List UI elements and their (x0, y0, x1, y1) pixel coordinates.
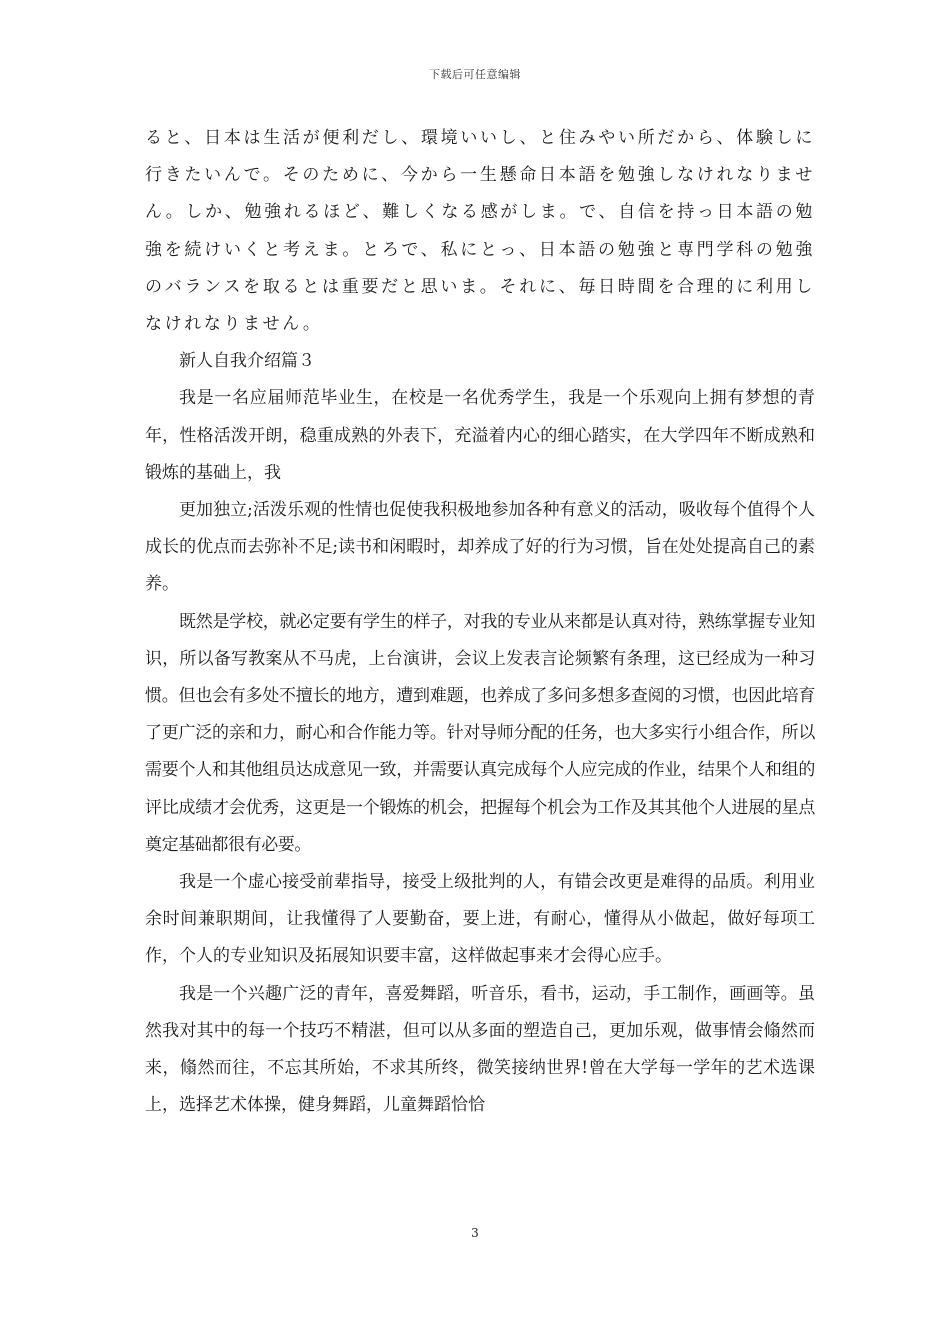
section-heading: 新人自我介绍篇３ (179, 351, 315, 372)
paragraph-personality: 更加独立;活泼乐观的性情也促使我积极地参加各种有意义的活动，吸收每个值得个人成长的优点而去弥补不足;读书和闲暇时，却养成了好的行为习惯，旨在处处提高自己的素养。 (145, 500, 815, 595)
paragraph-japanese: ると、日本は生活が便利だし、環境いいし、と住みやい所だから、体験しに行きたいんで。そのために、今から一生懸命日本語を勉強しなけれなりません。しか、勉強れるほど、難しくなる感がしま。で、自信を持っ日本語の勉強を続けいくと考えま。とろで、私にとっ、日本語の勉強と専門学科の勉強のバランスを取るとは重要だと思いま。それに、毎日時間を合理的に利用しなけれなりません。 (145, 128, 815, 335)
paragraph-intro: 我是一名应届师范毕业生，在校是一名优秀学生，我是一个乐观向上拥有梦想的青年，性格活泼开朗，稳重成熟的外表下，充溢着内心的细心踏实，在大学四年不断成熟和锻炼的基础上，我 (145, 388, 815, 483)
paragraph-hobbies: 我是一个兴趣广泛的青年，喜爱舞蹈，听音乐，看书，运动，手工制作，画画等。虽然我对其中的每一个技巧不精湛，但可以从多面的塑造自己，更加乐观，做事情会翛然而来，翛然而往，不忘其所始，不求其所终，微笑接纳世界!曾在大学每一学年的艺术选课上，选择艺术体操，健身舞蹈，儿童舞蹈恰恰 (145, 983, 815, 1116)
paragraph-study: 既然是学校，就必定要有学生的样子，对我的专业从来都是认真对待，熟练掌握专业知识，所以备写教案从不马虎，上台演讲，会议上发表言论频繁有条理，这已经成为一种习惯。但也会有多处不擅长的地方，遭到难题，也养成了多问多想多查阅的习惯，也因此培育了更广泛的亲和力，耐心和合作能力等。针对导师分配的任务，也大多实行小组合作，所以需要个人和其他组员达成意见一致，并需要认真完成每个人应完成的作业，结果个人和组的评比成绩才会优秀，这更是一个锻炼的机会，把握每个机会为工作及其其他个人进展的星点奠定基础都很有必要。 (145, 611, 815, 855)
page-header: 下载后可任意编辑 (429, 68, 521, 81)
document-body (145, 120, 815, 1124)
paragraph-attitude: 我是一个虚心接受前辈指导，接受上级批判的人，有错会改更是难得的品质。利用业余时间兼职期间，让我懂得了人要勤奋，要上进，有耐心，懂得从小做起，做好每项工作，个人的专业知识及拓展知识要丰富，这样做起事来才会得心应手。 (145, 872, 815, 967)
page-number: 3 (471, 1226, 479, 1240)
